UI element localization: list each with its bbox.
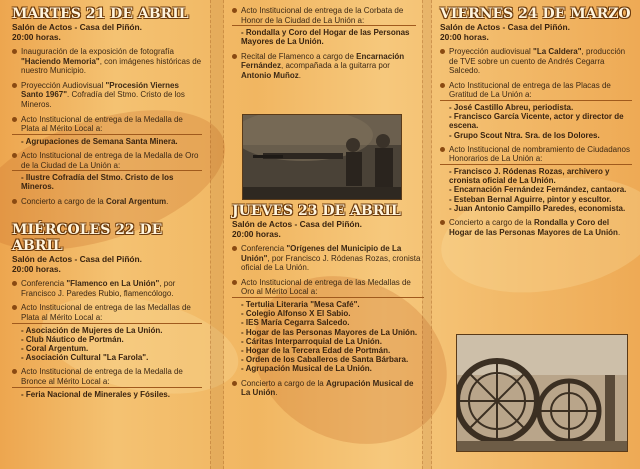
honoree: - Agrupaciones de Semana Santa Minera. <box>21 136 178 146</box>
day-title: MIÉRCOLES 22 DE ABRIL <box>12 222 163 255</box>
event-item <box>232 379 424 398</box>
honoree-list <box>12 137 202 146</box>
bullet-icon <box>12 199 17 204</box>
venue: Salón de Actos - Casa del Piñón. <box>232 219 362 229</box>
honoree: - Orden de los Caballeros de Santa Bárbara. <box>241 355 409 365</box>
event-item <box>12 151 202 171</box>
honoree-list <box>232 300 424 374</box>
event-text: Acto Institucional de entrega de la Corbata de Honor de la Ciudad de La Unión a: <box>241 6 404 25</box>
honoree-list <box>440 167 632 213</box>
venue: Salón de Actos - Casa del Piñón. <box>440 22 570 32</box>
event-text: . <box>166 196 169 206</box>
column-3 <box>432 0 640 469</box>
time: 20:00 horas. <box>440 32 489 42</box>
bullet-icon <box>12 49 17 54</box>
time: 20:00 horas. <box>12 32 61 42</box>
event-text: , por Francisco J. Ródenas Rozas, cronista oficial de La Unión. <box>241 253 421 273</box>
event-text: . <box>298 70 301 80</box>
event-item <box>440 145 632 165</box>
event-item <box>232 278 424 298</box>
column-1 <box>0 0 210 469</box>
event-text: Acto Institucional de entrega de la Medalla de Plata al Mérito Local a: <box>21 114 183 134</box>
venue: Salón de Actos - Casa del Piñón. <box>12 254 142 265</box>
event-text: Proyección audiovisual <box>449 47 534 56</box>
event-text: Proyección Audiovisual <box>21 80 106 90</box>
event-title: Rondalla y Coro del Hogar de las Personas Mayores de La Unión <box>449 217 618 237</box>
bullet-icon <box>12 153 17 158</box>
venue: Salón de Actos - Casa del Piñón. <box>12 22 142 32</box>
honoree: - Asociación de Mujeres de La Unión. <box>21 325 163 335</box>
day-title: VIERNES 24 DE MARZO <box>440 6 631 22</box>
event-text: Recital de Flamenco a cargo de <box>241 51 357 61</box>
honoree: - Hogar de las Personas Mayores de La Unión. <box>241 327 418 337</box>
event-text: Inauguración de la exposición de fotografía <box>21 47 174 56</box>
event-text: . Cofradía del Stmo. Cristo de los Mineros. <box>21 90 185 109</box>
event-text: , producción de TVE sobre un cuento de Andrés Cegarra Salcedo. <box>449 47 626 76</box>
honoree-list <box>12 173 202 191</box>
bullet-icon <box>232 246 237 251</box>
honoree: - Francisco J. Ródenas Rozas, archivero y cronista oficial de La Unión. <box>449 166 610 186</box>
event-item <box>232 6 416 26</box>
bullet-icon <box>232 280 237 285</box>
honoree-list <box>12 326 202 363</box>
event-text: Conferencia <box>21 279 67 289</box>
event-text: Acto Institucional de entrega de las Medallas de Oro al Mérito Local a: <box>241 277 411 297</box>
event-title: "Orígenes del Municipio de La Unión" <box>241 244 402 263</box>
time: 20:00 horas. <box>12 264 61 275</box>
honoree: - Tertulia Literaria "Mesa Café". <box>241 299 360 309</box>
honoree: - Cáritas Interparroquial de La Unión. <box>241 336 382 346</box>
event-title: "Haciendo Memoria" <box>21 56 100 66</box>
honoree: - José Castillo Abreu, periodista. <box>449 102 574 112</box>
event-item <box>12 197 202 207</box>
honoree: - Coral Argentum. <box>21 343 89 353</box>
event-text: Concierto a cargo de la <box>449 217 534 227</box>
bullet-icon <box>12 369 17 374</box>
event-title: Encarnación Fernández <box>241 51 405 71</box>
event-item <box>12 303 202 323</box>
honoree: - Agrupación Musical de La Unión. <box>241 364 372 374</box>
honoree: - Encarnación Fernández Fernández, cantaora. <box>449 185 627 195</box>
mining-wheel-image <box>457 335 628 452</box>
bullet-icon <box>12 281 17 286</box>
event-text: , por Francisco J. Paredes Rubio, flamencólogo. <box>21 279 176 298</box>
event-item <box>232 244 424 273</box>
bullet-icon <box>440 83 445 88</box>
event-item <box>12 47 202 76</box>
event-text: , con imágenes históricas de nuestro Municipio. <box>21 56 202 76</box>
event-text: Acto Institucional de entrega de la Medalla de Bronce al Mérito Local a: <box>21 367 183 386</box>
event-text: . <box>275 388 278 398</box>
event-text: Acto Institucional de nombramiento de Ciudadanos Honorarios de La Unión a: <box>449 144 630 164</box>
honoree: - Juan Antonio Campillo Paredes, economista. <box>449 203 626 213</box>
honoree: - Francisco García Vicente, actor y director de escena. <box>449 112 624 131</box>
column-2 <box>224 0 424 469</box>
mining-machinery-photo <box>456 334 628 452</box>
event-item <box>232 52 416 81</box>
event-title: "La Caldera" <box>533 47 582 56</box>
honoree-list <box>12 390 202 399</box>
honoree: - Club Náutico de Portmán. <box>21 334 124 344</box>
bullet-icon <box>440 147 445 152</box>
event-item <box>12 367 202 387</box>
event-title: "Flamenco en La Unión" <box>66 279 160 289</box>
event-text: Acto Institucional de entrega de las Medallas de Plata al Mérito Local a: <box>21 303 191 322</box>
mine-workers-image <box>243 115 402 200</box>
event-item <box>12 279 202 298</box>
honoree-list <box>440 103 632 140</box>
bullet-icon <box>232 8 237 13</box>
bullet-icon <box>232 381 237 386</box>
event-item <box>440 81 632 101</box>
honoree: - Rondalla y Coro del Hogar de las Personas Mayores de La Unión. <box>241 28 410 47</box>
honoree: - Esteban Bernal Aguirre, pintor y escultor. <box>449 194 612 204</box>
bullet-icon <box>12 83 17 88</box>
event-text: Acto Institucional de entrega de la Medalla de Oro de la Ciudad de La Unión a: <box>21 150 199 170</box>
event-title: "Procesión Viernes Santo 1967" <box>21 80 179 100</box>
event-title: Coral Argentum <box>105 196 167 206</box>
mine-workers-photo <box>242 114 402 200</box>
event-text: Acto Institucional de entrega de las Placas de Gratitud de La Unión a: <box>449 80 611 100</box>
bullet-icon <box>440 220 445 225</box>
honoree: - Colegio Alfonso X El Sabio. <box>241 309 351 319</box>
day-block <box>232 203 424 398</box>
event-title: Antonio Muñoz <box>241 70 299 80</box>
event-text: , acompañada a la guitarra por <box>281 61 390 71</box>
bullet-icon <box>12 305 17 310</box>
honoree: - IES María Cegarra Salcedo. <box>241 318 350 328</box>
event-text: Concierto a cargo de la <box>21 196 106 206</box>
bullet-icon <box>12 117 17 122</box>
event-item <box>440 218 632 237</box>
event-text: . <box>617 227 621 237</box>
honoree: - Asociación Cultural "La Farola". <box>21 353 149 363</box>
honoree: - Grupo Scout Ntra. Sra. de los Dolores. <box>449 130 600 140</box>
bullet-icon <box>232 54 237 59</box>
honoree: - Feria Nacional de Minerales y Fósiles. <box>21 389 170 399</box>
bullet-icon <box>440 49 445 54</box>
event-item <box>440 47 632 76</box>
honoree-list <box>232 28 416 46</box>
day-title: MARTES 21 DE ABRIL <box>12 6 189 22</box>
event-text: Conferencia <box>241 244 287 253</box>
event-title: Agrupación Musical de La Unión <box>241 378 414 398</box>
time: 20:00 horas. <box>232 229 281 239</box>
honoree: - Ilustre Cofradía del Stmo. Cristo de los Mineros. <box>21 173 174 192</box>
day-title: JUEVES 23 DE ABRIL <box>232 203 401 219</box>
event-text: Concierto a cargo de la <box>241 378 326 388</box>
event-item <box>12 115 202 135</box>
honoree: - Hogar de la Tercera Edad de Portmán. <box>241 345 391 355</box>
event-item <box>12 81 202 110</box>
fold-divider <box>210 0 224 469</box>
